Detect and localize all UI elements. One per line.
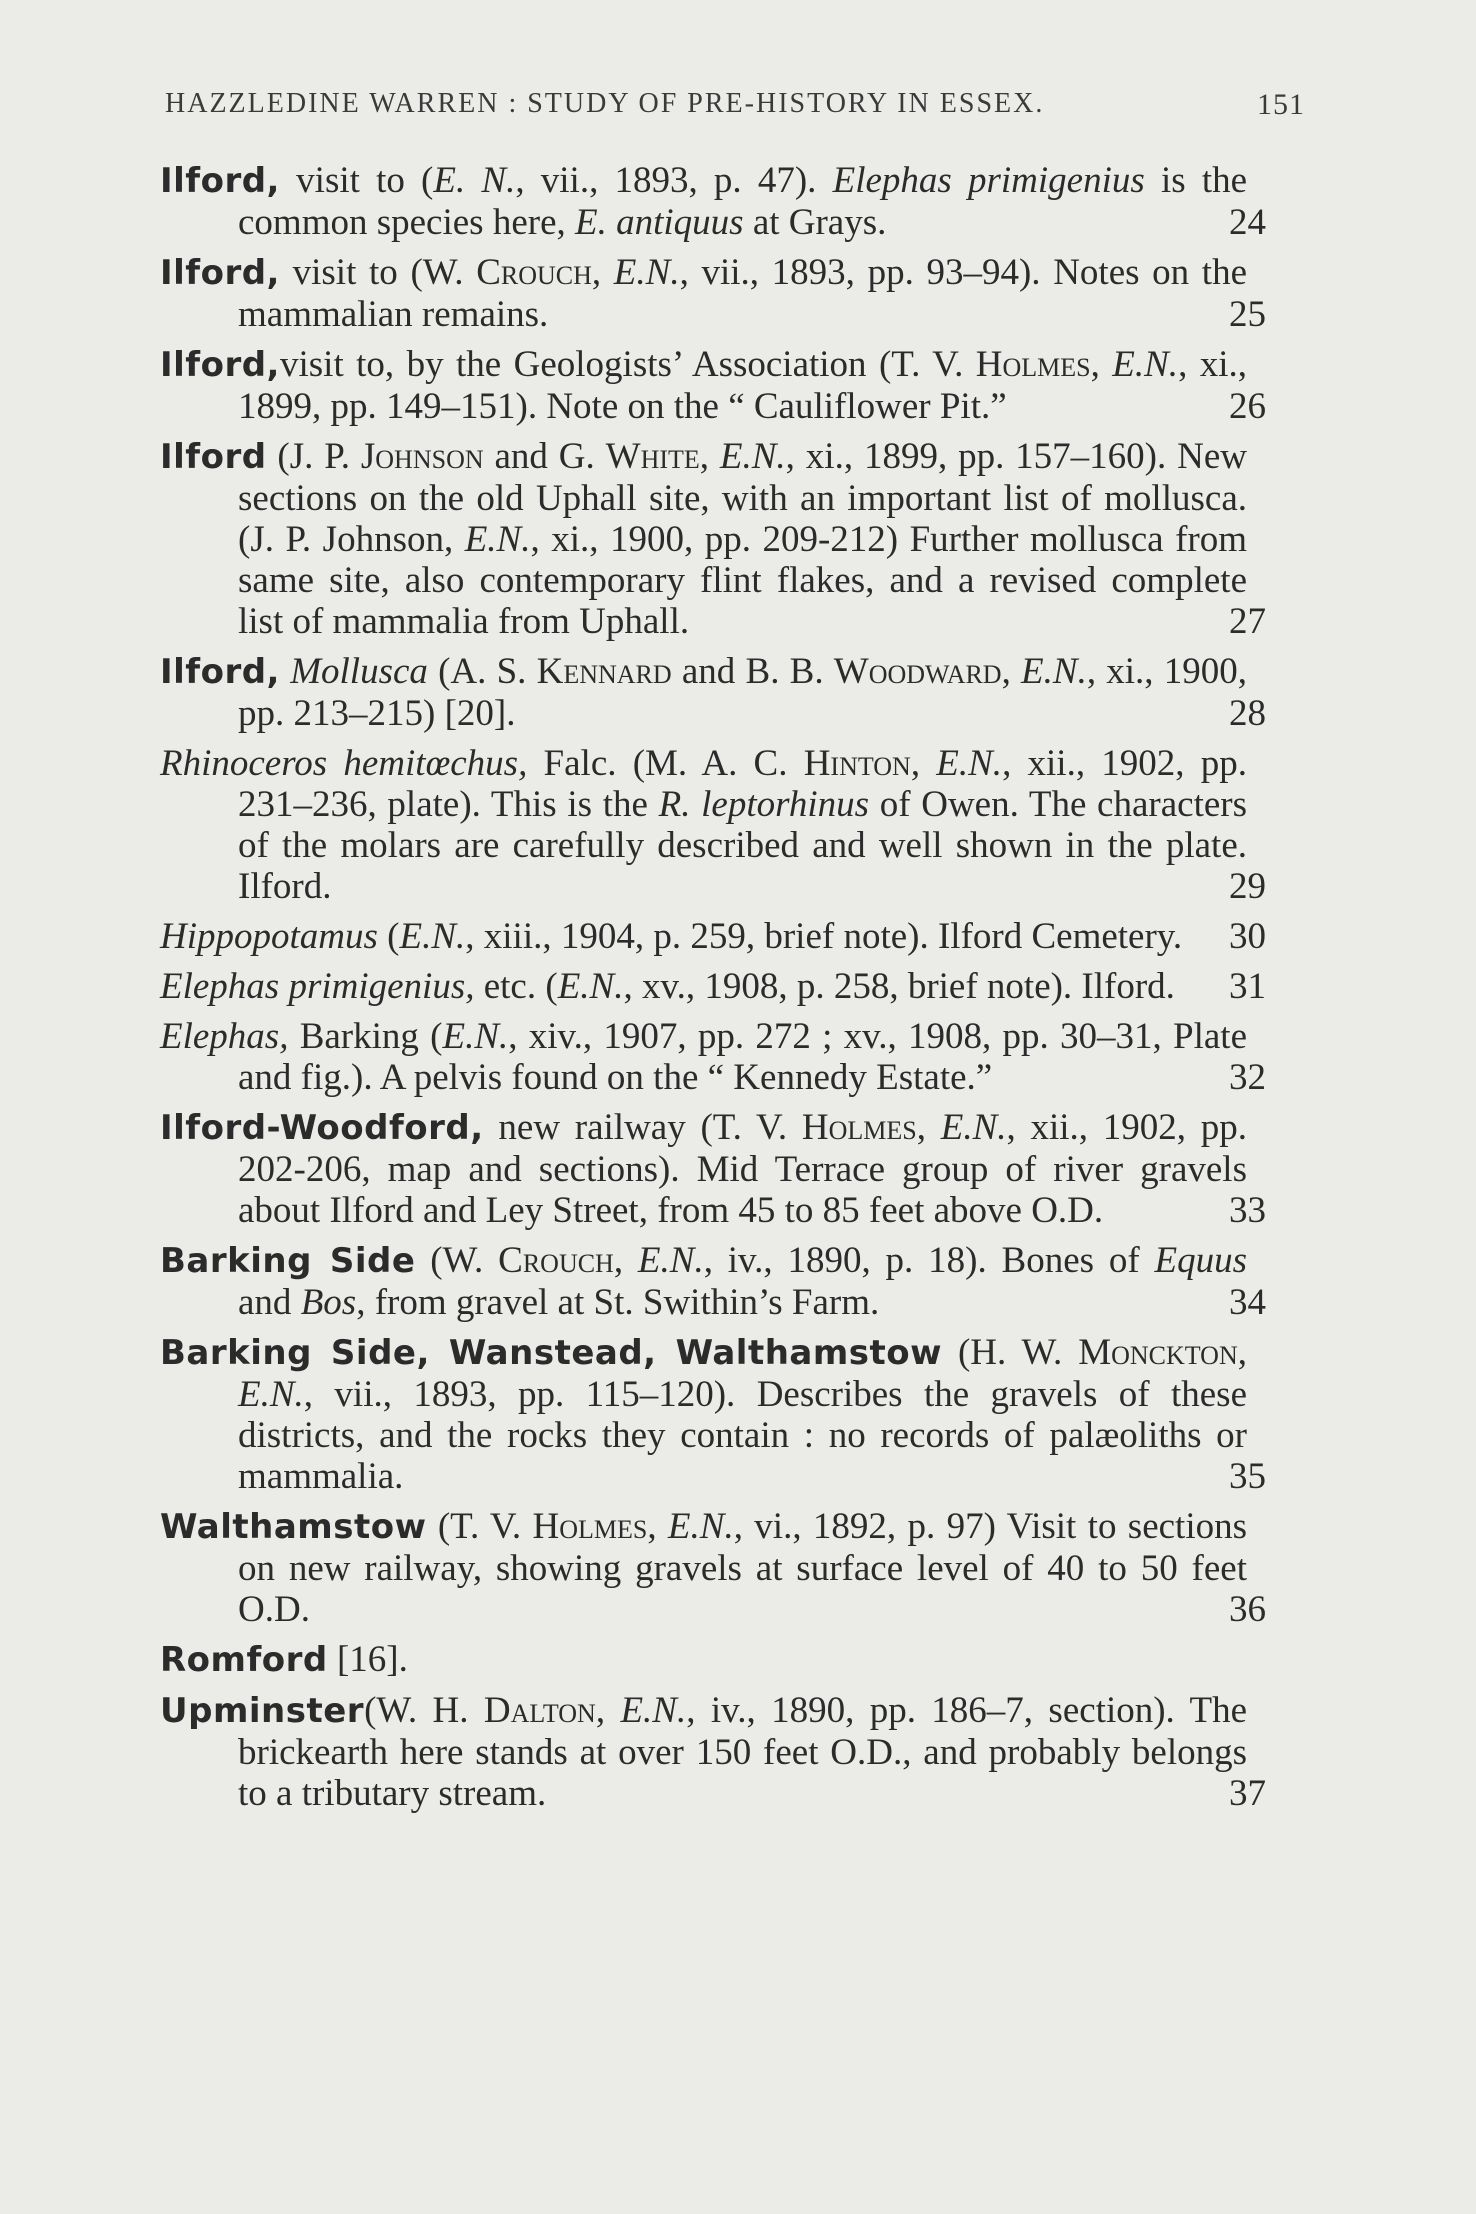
entry-text-run: at Grays. — [743, 202, 887, 243]
entry-text-run: E.N. — [613, 252, 680, 293]
entry-keyword: Ilford — [160, 437, 267, 477]
entry-text-run: , from gravel at St. Swithin’s Farm. — [356, 1282, 880, 1323]
bibliography-entry — [160, 1639, 1307, 1681]
entry-text-run: Equus — [1154, 1240, 1247, 1281]
entry-text — [160, 916, 1182, 957]
entry-text-run: (A. S. — [427, 651, 537, 692]
entry-text — [160, 1240, 1247, 1323]
entry-text-run: Monckton — [1078, 1332, 1238, 1373]
entry-text-run: Bos — [300, 1282, 357, 1323]
entry-text-run: , — [595, 1690, 621, 1731]
entry-text-run: Holmes — [975, 344, 1091, 385]
entry-text-run: (H. W. — [942, 1332, 1079, 1373]
bibliography-entry: Ilford, visit to (W. Crouch, E.N., vii., 1893, pp. 93–94). Notes on the mammalian remains. 25 — [160, 252, 1266, 335]
entry-text — [160, 1506, 1247, 1630]
bibliography-entry: Upminster(W. H. Dalton, E.N., iv., 1890, pp. 186–7, section). The brickearth here stands at over 150 feet O.D., and probably belongs to a tributary stream. 37 — [160, 1690, 1266, 1814]
entry-text — [160, 966, 1175, 1007]
entry-text-run: (T. V. — [426, 1506, 533, 1547]
bibliography-entry: Hippopotamus (E.N., xiii., 1904, p. 259, brief note). Ilford Cemetery. 30 — [160, 916, 1266, 957]
entry-text-run: E.N. — [940, 1107, 1007, 1148]
entry-text-run: Dalton — [483, 1690, 596, 1731]
entry-text-run: Barking ( — [288, 1016, 443, 1057]
entry-text — [160, 1016, 1247, 1098]
entry-text — [160, 436, 1247, 642]
entry-text-run: and G. — [483, 436, 606, 477]
entry-text-run: , vii., 1893, pp. 93–94). Notes on the mammalian remains. — [238, 252, 1248, 335]
entry-text-run: Hippopotamus — [160, 916, 378, 957]
entry-text-run: White — [605, 436, 700, 477]
entry-text-run: , vi., 1892, p. 97) Visit to sections on new railway, showing gravels at surface level of 40 to 50 feet O.D. — [238, 1506, 1248, 1630]
bibliography-entry: Ilford, visit to (E. N., vii., 1893, p. 47). Elephas primigenius is the common species here, E. antiquus at Grays. 24 — [160, 160, 1266, 243]
entry-text — [160, 1332, 1247, 1497]
entry-text-run: , xiv., 1907, pp. 272 ; xv., 1908, pp. 30–31, Plate and fig.). A pelvis found on the “ Kennedy Estate.” — [238, 1016, 1247, 1098]
entry-text-run: , — [1090, 344, 1113, 385]
entry-text-run: new railway (T. V. — [483, 1107, 802, 1148]
entry-text-run: , xii., 1902, pp. 202-206, map and sections). Mid Terrace group of river gravels about Ilford and Ley Street, from 45 to 85 feet above O.D. — [238, 1107, 1248, 1231]
entry-keyword: Ilford-Woodford, — [160, 1108, 484, 1148]
entry-text-run: Elephas primigenius, — [160, 966, 475, 1007]
entry-text — [160, 743, 1247, 907]
entry-text-run: , xiii., 1904, p. 259, brief note). Ilford Cemetery. — [465, 916, 1183, 957]
entry-text-run: , iv., 1890, p. 18). Bones of — [703, 1240, 1155, 1281]
entry-text — [160, 651, 1247, 734]
entry-text-run: E.N. — [399, 916, 466, 957]
entry-keyword: Ilford, — [160, 161, 280, 201]
bibliography-entry: Elephas, Barking (E.N., xiv., 1907, pp. 272 ; xv., 1908, pp. 30–31, Plate and fig.). A pelvis found on the “ Kennedy Estate.” 32 — [160, 1016, 1266, 1098]
entry-text-run: , xi., 1899, pp. 157–160). New sections on the old Uphall site, with an important list of mollusca. (J. P. Johnson, — [238, 436, 1247, 560]
entry-keyword: Barking Side, Wanstead, Walthamstow — [160, 1333, 943, 1373]
bibliography-entry: Ilford, Mollusca (A. S. Kennard and B. B. Woodward, E.N., xi., 1900, pp. 213–215) [20]. 28 — [160, 651, 1266, 734]
running-header — [165, 88, 1305, 120]
entry-text-run: , xii., 1902, pp. 231–236, plate). This is the — [238, 743, 1248, 825]
entry-text-run: E.N. — [1112, 344, 1179, 385]
bibliography-entry: Walthamstow (T. V. Holmes, E.N., vi., 1892, p. 97) Visit to sections on new railway, showing gravels at surface level of 40 to 50 feet O.D. 36 — [160, 1506, 1266, 1630]
entry-text-run: , — [1237, 1332, 1247, 1373]
entry-text-run: , xv., 1908, p. 258, brief note). Ilford. — [623, 966, 1175, 1007]
entry-text-run: E.N. — [637, 1240, 704, 1281]
entry-text-run: , xi., 1899, pp. 149–151). Note on the “ Cauliflower Pit.” — [238, 344, 1248, 427]
page-number: 151 — [1257, 88, 1305, 121]
entry-text-run: E.N. — [620, 1690, 687, 1731]
entry-text-run: (W. — [415, 1240, 499, 1281]
entry-text — [160, 160, 1247, 243]
entry-keyword: Ilford, — [160, 652, 280, 692]
entry-text-run: Elephas primigenius — [832, 160, 1145, 201]
entry-text-run: E.N. — [667, 1506, 734, 1547]
entry-text-run: E.N. — [719, 436, 786, 477]
entry-text-run: Johnson — [360, 436, 484, 477]
entry-text-run: E.N. — [936, 743, 1003, 784]
entry-text-run: E. antiquus — [575, 202, 744, 243]
entry-text-run: and — [238, 1282, 301, 1323]
entry-text-run: ( — [377, 916, 400, 957]
entry-text-run: visit to ( — [279, 160, 434, 201]
entry-text-run: , xi., 1900, pp. 213–215) [20]. — [238, 651, 1248, 734]
entry-text — [160, 1639, 408, 1680]
bibliography-entry: Ilford-Woodford, new railway (T. V. Holmes, E.N., xii., 1902, pp. 202-206, map and sections). Mid Terrace group of river gravels about Ilford and Ley Street, from 45 to 85 feet above O.D. 33 — [160, 1107, 1266, 1231]
entry-keyword: Walthamstow — [160, 1507, 427, 1547]
entry-text-run: (W. H. — [364, 1690, 484, 1731]
bibliography-entry: Elephas primigenius, etc. (E.N., xv., 1908, p. 258, brief note). Ilford. 31 — [160, 966, 1266, 1007]
bibliography-entry: Rhinoceros hemitœchus, Falc. (M. A. C. Hinton, E.N., xii., 1902, pp. 231–236, plate). This is the R. leptorhinus of Owen. The characters of the molars are carefully described and well shown in the plate. Ilford. 29 — [160, 743, 1266, 907]
entry-keyword: Ilford, — [160, 345, 280, 385]
entry-text-run: , xi., 1900, pp. 209-212) Further mollusca from same site, also contemporary flint flakes, and a revised complete list of mammalia from Uphall. — [238, 519, 1247, 642]
entry-text-run: E.N. — [1021, 651, 1087, 692]
entry-text-run: Crouch — [476, 252, 592, 293]
entry-text-run: , vii., 1893, p. 47). — [515, 160, 833, 201]
entry-text-run: visit to (W. — [279, 252, 477, 293]
entry-text-run: E.N. — [464, 519, 531, 560]
entry-text-run: , — [910, 743, 937, 784]
entry-text-run: , — [699, 436, 720, 477]
entry-keyword: Romford — [160, 1640, 328, 1680]
entry-text-run: , — [647, 1506, 668, 1547]
entry-text-run: R. leptorhinus — [658, 784, 870, 825]
entry-text — [160, 344, 1247, 427]
entry-text-run: Mollusca — [290, 651, 428, 692]
entry-text-run: etc. ( — [474, 966, 558, 1007]
entry-text-run: Woodward — [833, 651, 1002, 692]
entry-text-run: of Owen. The characters of the molars are carefully described and well shown in the plate. Ilford. — [238, 784, 1247, 907]
entry-text-run: , — [1001, 651, 1022, 692]
entry-text-run: Crouch — [498, 1240, 614, 1281]
entry-text-run: visit to, by the Geologists’ Association (T. V. — [279, 344, 976, 385]
entry-text-run: Rhinoceros hemitœchus, — [160, 743, 528, 784]
entry-text-run: E. N. — [433, 160, 516, 201]
entry-text-run: , iv., 1890, pp. 186–7, section). The brickearth here stands at over 150 feet O.D., and probably belongs to a tributary stream. — [238, 1690, 1248, 1814]
entry-keyword: Upminster — [160, 1691, 365, 1731]
entry-text-run: , — [591, 252, 614, 293]
entry-text-run: Hinton — [803, 743, 911, 784]
bibliography-entry: Ilford (J. P. Johnson and G. White, E.N., xi., 1899, pp. 157–160). New sections on the old Uphall site, with an important list of mollusca. (J. P. Johnson, E.N., xi., 1900, pp. 209-212) Further mollusca from same site, also contemporary flint flakes, and a revised complete list of mammalia from Uphall. 27 — [160, 436, 1266, 642]
entry-text-run: is the common species here, — [238, 160, 1248, 243]
entry-text-run: Falc. (M. A. C. — [527, 743, 804, 784]
entry-text-run: E.N. — [442, 1016, 509, 1057]
entry-text-run: Holmes — [801, 1107, 917, 1148]
entry-text — [160, 1690, 1247, 1814]
entry-text-run: E.N. — [557, 966, 624, 1007]
entry-keyword: Barking Side — [160, 1241, 416, 1281]
entry-keyword: Ilford, — [160, 253, 280, 293]
entry-text-run: Holmes — [532, 1506, 648, 1547]
entry-text — [160, 1107, 1247, 1231]
entry-text-run: [16]. — [327, 1639, 408, 1680]
bibliography-list — [160, 160, 1307, 1823]
entry-text-run: , — [613, 1240, 638, 1281]
entry-text-run: , vii., 1893, pp. 115–120). Describes the gravels of these districts, and the rocks they contain : no records of palæoliths or mammalia. — [238, 1374, 1247, 1497]
entry-text-run: Kennard — [536, 651, 672, 692]
entry-text-run: and B. B. — [671, 651, 834, 692]
entry-text-run: (J. P. — [266, 436, 361, 477]
bibliography-entry: Barking Side, Wanstead, Walthamstow (H. W. Monckton, E.N., vii., 1893, pp. 115–120). Describes the gravels of these districts, and the rocks they contain : no records of palæoliths or mammalia. 35 — [160, 1332, 1266, 1497]
entry-text-run: Elephas, — [160, 1016, 289, 1057]
entry-text-run: E.N. — [238, 1374, 304, 1415]
entry-text-run: , — [916, 1107, 941, 1148]
entry-text-run — [280, 651, 290, 692]
bibliography-entry: Barking Side (W. Crouch, E.N., iv., 1890, p. 18). Bones of Equus and Bos, from gravel at St. Swithin’s Farm. 34 — [160, 1240, 1266, 1323]
entry-text — [160, 252, 1247, 335]
bibliography-entry: Ilford,visit to, by the Geologists’ Association (T. V. Holmes, E.N., xi., 1899, pp. 149–151). Note on the “ Cauliflower Pit.” 26 — [160, 344, 1266, 427]
running-title: HAZZLEDINE WARREN : STUDY OF PRE-HISTORY IN ESSEX. — [165, 88, 1045, 119]
